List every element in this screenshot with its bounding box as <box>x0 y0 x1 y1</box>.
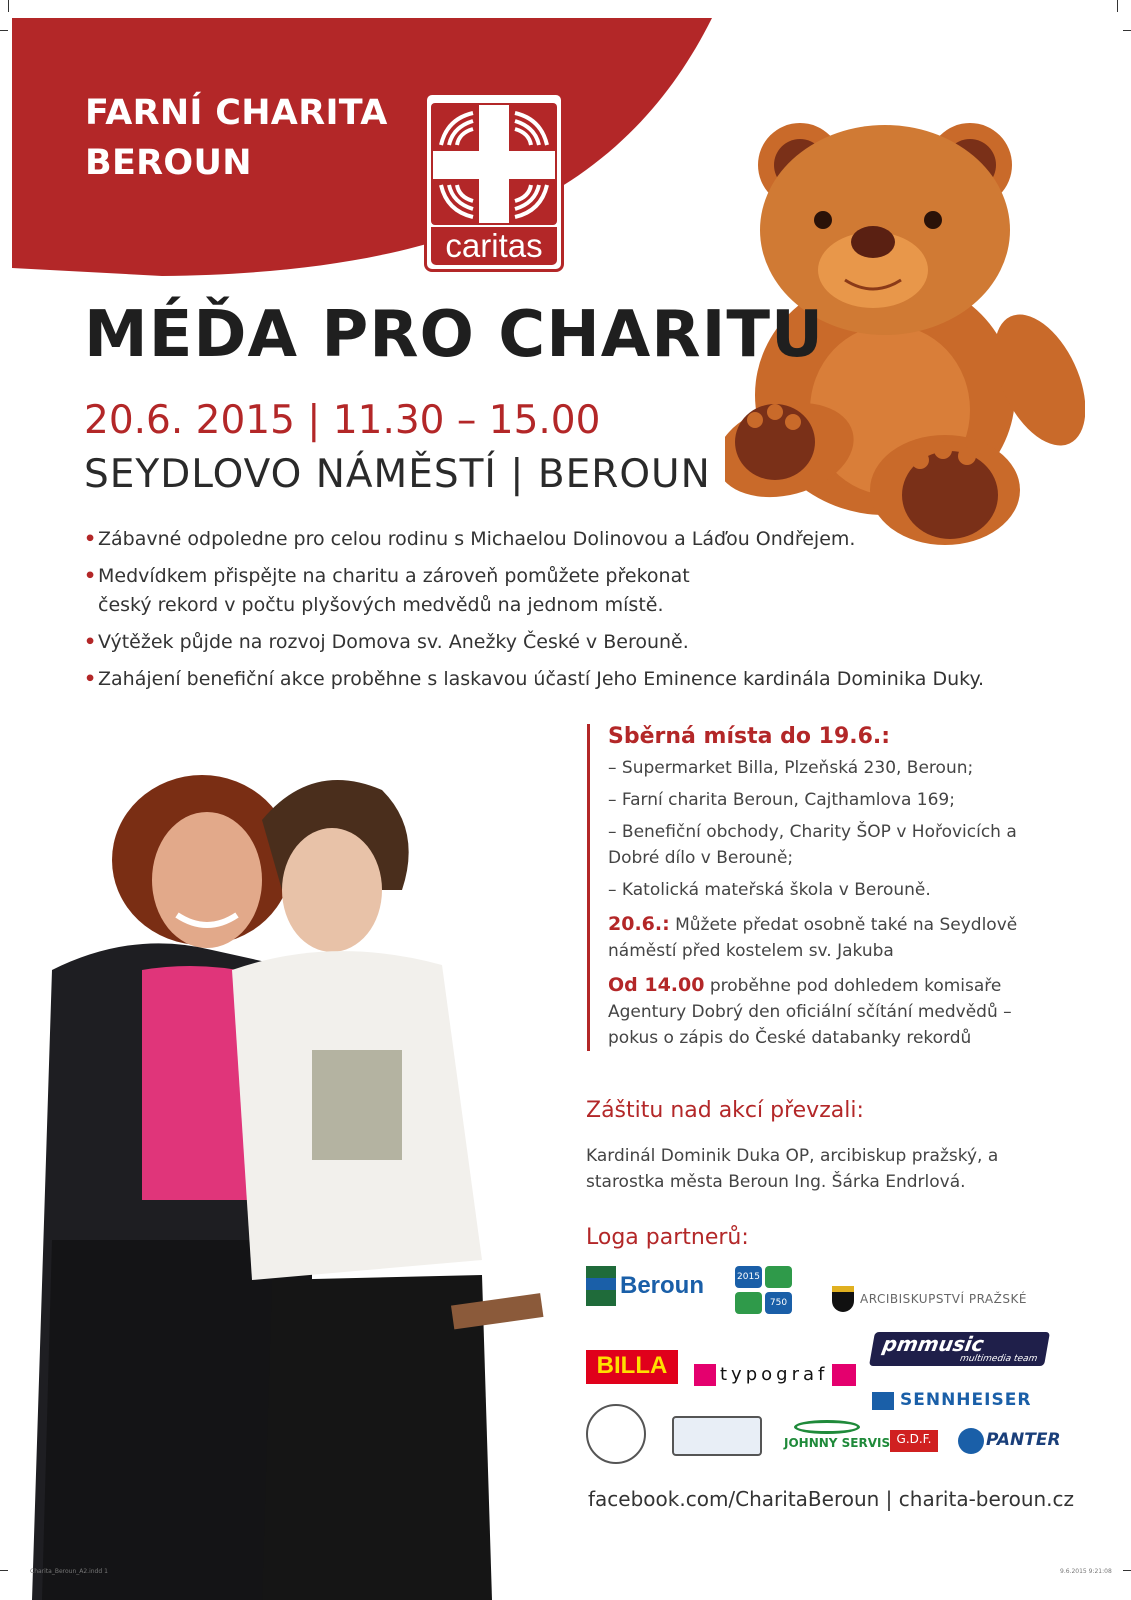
partners-title: Loga partnerů: <box>586 1225 749 1250</box>
billa-text: BILLA <box>596 1352 668 1379</box>
print-slug-file: Charita_Beroun_A2.indd 1 <box>30 1568 108 1575</box>
typograf-text: typograf <box>716 1364 832 1386</box>
crop-mark <box>1123 1570 1131 1571</box>
list-item: • Medvídkem přispějte na charitu a zároveň pomůžete překonat český rekord v počtu plyšových medvědů na jednom místě. <box>84 565 690 616</box>
footer-links: facebook.com/CharitaBeroun | charita-beroun.cz <box>588 1487 1075 1511</box>
collection-list <box>608 755 1057 903</box>
list-item: • Výtěžek půjde na rozvoj Domova sv. Anežky České v Berouně. <box>84 631 689 653</box>
event-place: SEYDLOVO NÁMĚSTÍ | BEROUN <box>84 452 711 497</box>
pmmusic-logo <box>869 1332 1050 1366</box>
patronage-text: Kardinál Dominik Duka OP, arcibiskup pražský, a starostka města Beroun Ing. Šárka Endrlová. <box>586 1146 999 1192</box>
collection-title: Sběrná místa do 19.6.: <box>608 724 891 749</box>
panter-mark-icon <box>958 1428 984 1454</box>
crop-mark <box>1117 0 1118 12</box>
people-photo <box>12 720 572 1600</box>
caritas-cross-icon <box>427 99 561 229</box>
list-item: – Farní charita Beroun, Cajthamlova 169; <box>608 790 955 810</box>
seal-logo <box>586 1404 646 1464</box>
list-item: – Benefiční obchody, Charity ŠOP v Hořovicích a Dobré dílo v Berouně; <box>608 822 1017 868</box>
partner-sign-logo <box>672 1416 762 1456</box>
collection-points <box>587 724 1057 1051</box>
billa-logo <box>586 1350 678 1384</box>
list-item: • Zahájení benefiční akce proběhne s laskavou účastí Jeho Eminence kardinála Dominika Duky. <box>84 668 985 690</box>
beroun-logo <box>586 1262 704 1312</box>
note-highlight: 20.6.: <box>608 913 670 935</box>
johnny-servis-logo <box>784 1420 891 1456</box>
beroun-750-logo <box>735 1266 795 1326</box>
organization-name-line2: BEROUN <box>85 143 252 183</box>
sennheiser-text: SENNHEISER <box>900 1390 1032 1410</box>
event-title: MÉĎA PRO CHARITU <box>84 298 824 372</box>
johnny-mark-icon <box>794 1420 860 1434</box>
year-badge: 2015 <box>735 1266 762 1288</box>
typograf-logo <box>694 1364 856 1386</box>
caritas-logo-text: caritas <box>431 227 557 265</box>
note-text: Můžete předat osobně také na Seydlově náměstí před kostelem sv. Jakuba <box>608 915 1018 961</box>
panter-logo <box>958 1426 1061 1456</box>
list-item: • Zábavné odpoledne pro celou rodinu s Michaelou Dolinovou a Láďou Ondřejem. <box>84 528 856 550</box>
crop-mark <box>1123 30 1131 31</box>
panter-text: PANTER <box>986 1430 1061 1450</box>
beroun-logo-text: Beroun <box>620 1272 704 1299</box>
gdf-logo <box>890 1430 938 1452</box>
badge-icon <box>735 1292 762 1314</box>
johnny-text: JOHNNY SERVIS <box>784 1436 891 1450</box>
crop-mark <box>0 1570 8 1571</box>
patronage-title: Záštitu nad akcí převzali: <box>586 1098 864 1123</box>
sennheiser-logo <box>872 1390 1047 1414</box>
crop-mark <box>8 0 9 12</box>
list-item: – Supermarket Billa, Plzeňská 230, Beroun; <box>608 758 974 778</box>
event-date-time: 20.6. 2015 | 11.30 – 15.00 <box>84 398 601 443</box>
note-highlight: Od 14.00 <box>608 974 705 996</box>
badge-icon <box>765 1266 792 1288</box>
shield-icon <box>832 1286 854 1312</box>
pmmusic-subtext: multimedia team <box>959 1354 1039 1364</box>
bullet-text: Zahájení benefiční akce proběhne s laskavou účastí Jeho Eminence kardinála Dominika Duky. <box>98 668 985 690</box>
year-750-badge: 750 <box>765 1292 792 1314</box>
organization-name-line1: FARNÍ CHARITA <box>85 93 388 133</box>
pmmusic-text: pmmusic <box>880 1332 986 1356</box>
list-item: – Katolická mateřská škola v Berouně. <box>608 880 931 900</box>
event-bullets <box>84 525 1044 702</box>
beroun-logo-mark <box>586 1266 616 1306</box>
archdiocese-logo <box>832 1286 1052 1314</box>
bullet-text: Výtěžek půjde na rozvoj Domova sv. Anežky České v Berouně. <box>98 631 689 653</box>
crop-mark <box>0 30 8 31</box>
gdf-text: G.D.F. <box>896 1432 932 1446</box>
bullet-text: Medvídkem přispějte na charitu a zároveň pomůžete překonat český rekord v počtu plyšových medvědů na jednom místě. <box>98 565 690 616</box>
bullet-text: Zábavné odpoledne pro celou rodinu s Michaelou Dolinovou a Láďou Ondřejem. <box>98 528 856 550</box>
collection-note-handover <box>608 911 1057 964</box>
caritas-logo <box>424 92 564 272</box>
print-slug-stamp: 9.6.2015 9:21:08 <box>1060 1568 1112 1575</box>
organization-name <box>85 88 388 188</box>
archdiocese-text: ARCIBISKUPSTVÍ PRAŽSKÉ <box>860 1292 1027 1306</box>
collection-note-count <box>608 972 1057 1051</box>
sennheiser-mark-icon <box>872 1392 894 1410</box>
note-text: proběhne pod dohledem komisaře Agentury Dobrý den oficiální sčítání medvědů – pokus o zápis do České databanky rekordů <box>608 976 1012 1048</box>
